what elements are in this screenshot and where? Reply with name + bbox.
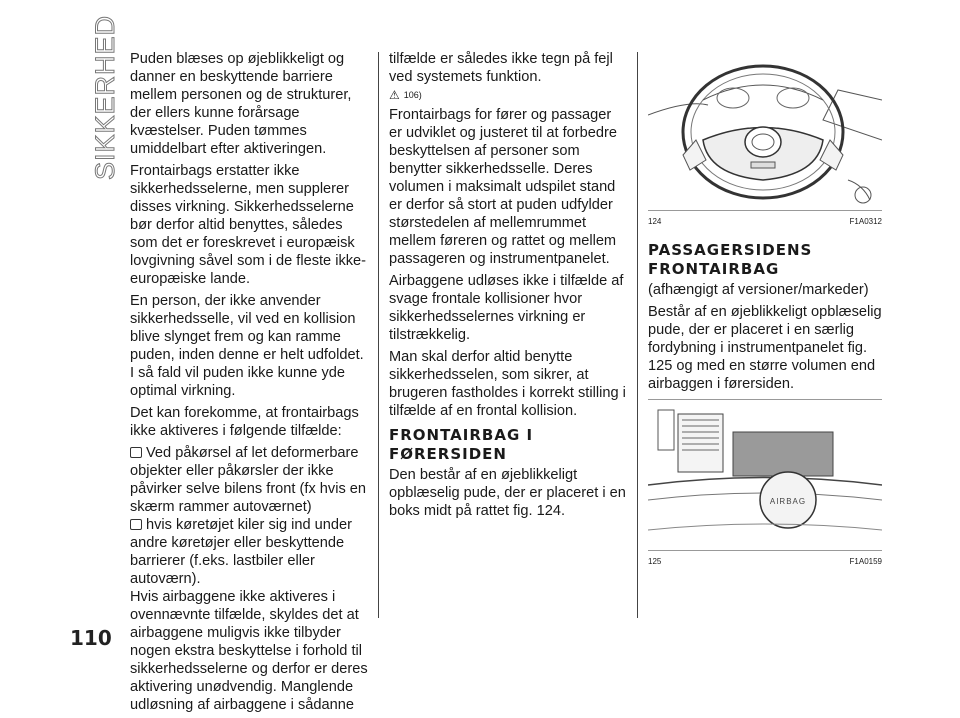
paragraph: Man skal derfor altid benytte sikkerhedsselen, som sikrer, at brugeren fastholdes i korrekt stilling i tilfælde af en frontal kollision.	[389, 349, 626, 419]
section-heading: FRONTAIRBAG I FØRERSIDEN	[389, 426, 534, 463]
column-1	[130, 50, 370, 718]
steering-wheel-figure	[648, 60, 882, 210]
figure-124	[648, 60, 882, 231]
figure-number: 125	[648, 557, 662, 566]
figure-caption	[648, 553, 882, 571]
section-heading: PASSAGERSIDENS FRONTAIRBAG	[648, 241, 813, 278]
figure-code: F1A0159	[849, 557, 882, 566]
column-divider-right	[637, 52, 638, 618]
bullet-text: hvis køretøjet kiler sig ind under andre køretøjer eller beskyttende barrierer (f.eks. lastbiler eller autoværn).	[130, 517, 353, 587]
paragraph: Airbaggene udløses ikke i tilfælde af svage frontale kollisioner hvor sikkerhedsselernes virkning er tilstrækkelig.	[389, 273, 624, 343]
subtitle: (afhængigt af versioner/markeder)	[648, 282, 869, 298]
warning-triangle-icon: ⚠	[389, 88, 400, 102]
paragraph: Består af en øjeblikkeligt opblæselig pude, der er placeret i en særlig fordybning i instrumentpanelet fig. 125 og med en større volumen end airbaggen i førersiden.	[648, 304, 882, 392]
column-divider-left	[378, 52, 379, 618]
checkbox-bullet-icon	[130, 519, 142, 530]
section-title-vertical	[72, 14, 132, 190]
figure-rule	[648, 210, 882, 211]
figure-rule	[648, 550, 882, 551]
paragraph: Frontairbags erstatter ikke sikkerhedsselerne, men supplerer disses virkning. Sikkerhedsselerne bør derfor altid benyttes, således som det er foreskrevet i europæisk lovgivning såvel som i de fleste ikke-europæiske lande.	[130, 163, 367, 287]
paragraph: Hvis airbaggene ikke aktiveres i ovennævnte tilfælde, skyldes det at airbaggene muligvis ikke tilbyder nogen ekstra beskyttelse i forhold til sikkerhedsselerne og derfor er deres aktivering unødvendig. Manglende udløsning af airbaggene i sådanne	[130, 589, 368, 713]
figure-caption	[648, 213, 882, 231]
figure-code: F1A0312	[849, 217, 882, 226]
column-3	[648, 60, 882, 571]
checkbox-bullet-icon	[130, 447, 142, 458]
paragraph: Det kan forekomme, at frontairbags ikke aktiveres i følgende tilfælde:	[130, 405, 359, 439]
bullet-text: Ved påkørsel af let deformerbare objekter eller påkørsler der ikke påvirker selve bilens front (fx hvis en skærm rammer autoværnet)	[130, 445, 367, 515]
column-2	[389, 50, 627, 524]
bullet-item	[130, 444, 370, 516]
warning-reference	[389, 86, 627, 104]
paragraph: tilfælde er således ikke tegn på fejl ved systemets funktion.	[389, 51, 613, 85]
figure-number: 124	[648, 217, 662, 226]
bullet-item	[130, 516, 370, 588]
passenger-airbag-figure	[648, 400, 882, 550]
paragraph: Frontairbags for fører og passager er udviklet og justeret til at forbedre beskyttelsen af personer som benytter sikkerhedsselle. Deres volumen i maksimalt udspilet stand er derfor så stort at puden udfylder størstedelen af mellemrummet mellem føreren og rattet og mellem passageren og instrumentpanelet.	[389, 107, 617, 267]
airbag-label: AIRBAG	[769, 497, 807, 506]
page-number: 110	[70, 626, 112, 650]
section-title: SIKKERHED	[90, 14, 120, 180]
paragraph: En person, der ikke anvender sikkerhedsselle, vil ved en kollision blive slynget frem og kan ramme puden, inden denne er helt udfoldet. I så fald vil puden ikke kunne yde optimal virkning.	[130, 293, 364, 399]
warning-ref-number: 106)	[403, 90, 422, 100]
figure-125	[648, 400, 882, 571]
paragraph: Puden blæses op øjeblikkeligt og danner en beskyttende barriere mellem personen og de strukturer, der ellers kunne forårsage kvæstelser. Puden tømmes umiddelbart efter aktiveringen.	[130, 51, 352, 157]
paragraph: Den består af en øjeblikkeligt opblæselig pude, der er placeret i en boks midt på rattet fig. 124.	[389, 467, 626, 519]
